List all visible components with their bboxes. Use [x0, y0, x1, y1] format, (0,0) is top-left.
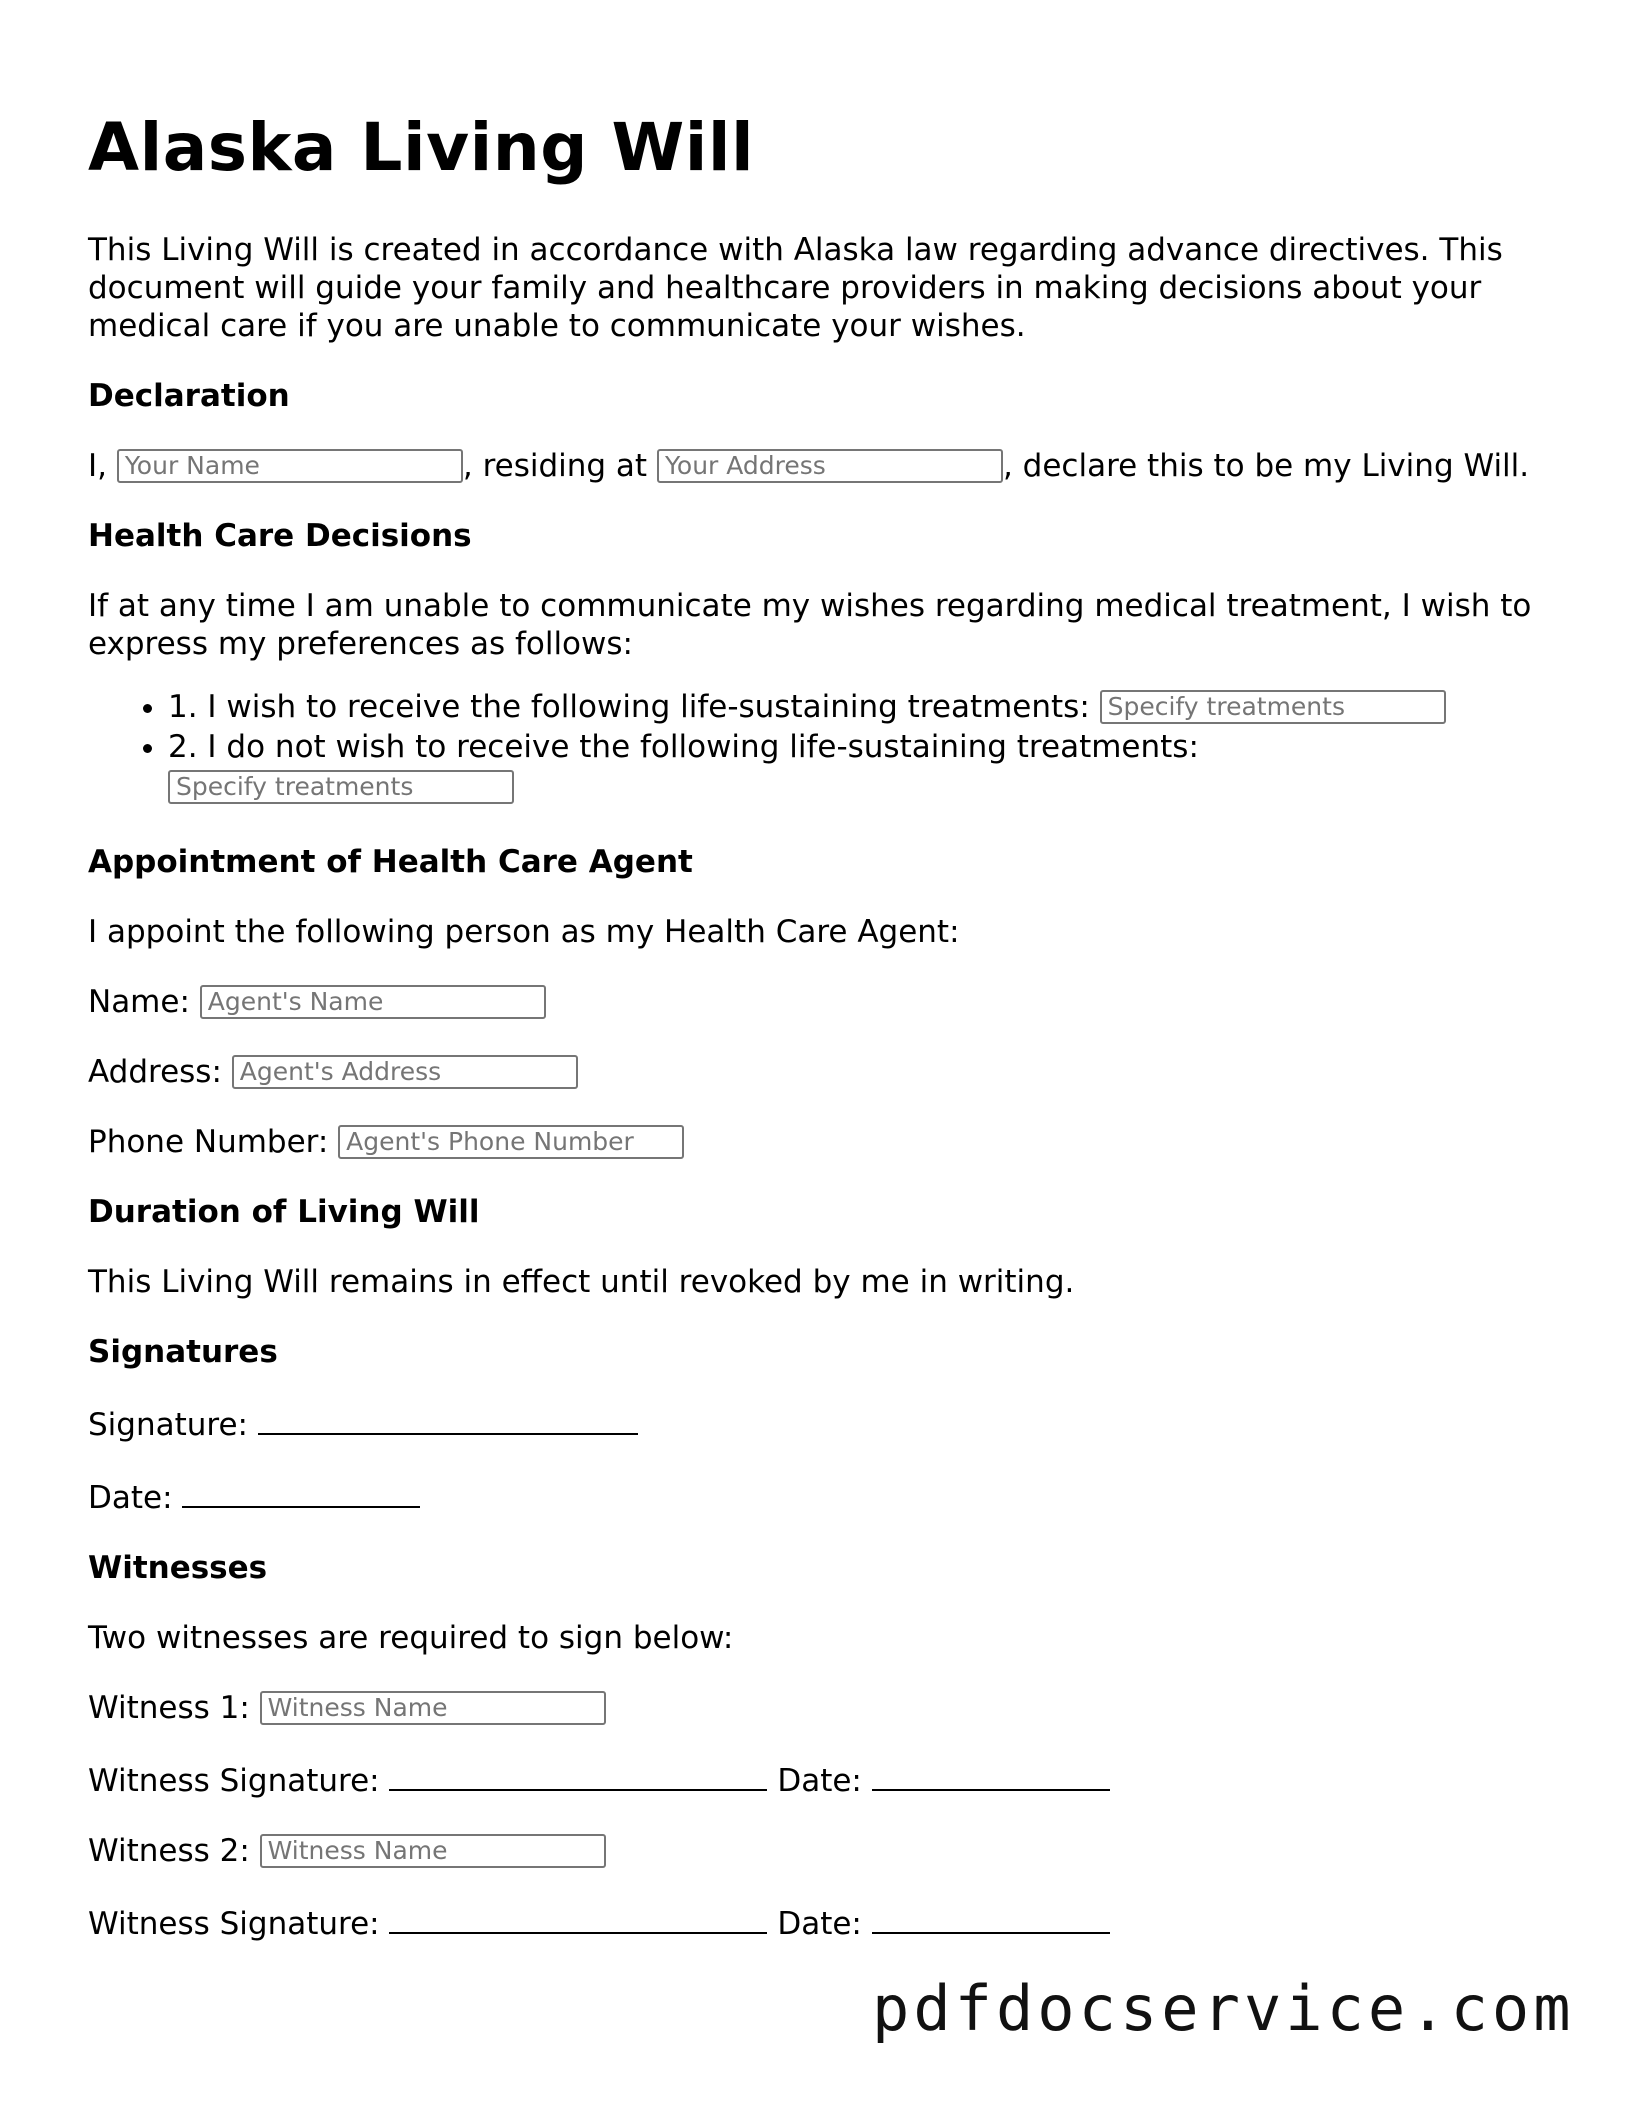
witness-date-label: Date: — [777, 1763, 862, 1800]
agent-address-row — [88, 1053, 1548, 1091]
declaration-heading: Declaration — [88, 378, 290, 415]
page-title: Alaska Living Will — [88, 109, 755, 186]
witness-signature-label: Witness Signature: — [88, 1763, 380, 1800]
treatment-item-label: 2. I do not wish to receive the following life-sustaining treatments: — [168, 729, 1199, 766]
witness1-row — [88, 1689, 1548, 1727]
signatures-heading: Signatures — [88, 1334, 278, 1371]
watermark: pdfdocservice.com — [872, 1972, 1575, 2045]
declaration-suffix: , declare this to be my Living Will. — [1002, 448, 1530, 485]
date-row — [88, 1476, 1548, 1517]
health-care-heading: Health Care Decisions — [88, 518, 472, 555]
signature-label: Signature: — [88, 1407, 248, 1444]
document-page — [88, 108, 1548, 1975]
witnesses-heading: Witnesses — [88, 1550, 268, 1587]
agent-phone-input[interactable]: Agent's Phone Number — [338, 1125, 684, 1159]
duration-paragraph: This Living Will remains in effect until revoked by me in writing. — [88, 1264, 1075, 1301]
list-item — [168, 727, 1548, 807]
declaration-prefix: I, — [88, 448, 107, 485]
witness1-name-input[interactable]: Witness Name — [260, 1691, 606, 1725]
treatment-item-label: 1. I wish to receive the following life-sustaining treatments: — [168, 689, 1090, 726]
agent-phone-row — [88, 1123, 1548, 1161]
agent-heading: Appointment of Health Care Agent — [88, 844, 693, 881]
agent-phone-label: Phone Number: — [88, 1124, 329, 1161]
treatment-list — [88, 687, 1548, 807]
declaration-middle: , residing at — [462, 448, 648, 485]
signature-line[interactable] — [258, 1403, 638, 1435]
witness2-signature-line[interactable] — [389, 1902, 767, 1934]
agent-name-label: Name: — [88, 984, 190, 1021]
witness-date-label: Date: — [777, 1906, 862, 1943]
witness2-label: Witness 2: — [88, 1833, 250, 1870]
receive-treatments-input[interactable]: Specify treatments — [1100, 690, 1446, 724]
agent-address-label: Address: — [88, 1054, 222, 1091]
date-label: Date: — [88, 1480, 173, 1517]
list-item — [168, 687, 1548, 727]
agent-address-input[interactable]: Agent's Address — [232, 1055, 578, 1089]
witness2-date-line[interactable] — [872, 1902, 1110, 1934]
your-address-input[interactable]: Your Address — [657, 449, 1003, 483]
witnesses-paragraph: Two witnesses are required to sign below: — [88, 1620, 734, 1657]
witness2-name-input[interactable]: Witness Name — [260, 1834, 606, 1868]
witness1-signature-row — [88, 1759, 1548, 1800]
intro-paragraph: This Living Will is created in accordance with Alaska law regarding advance directives. This document will guide your family and healthcare providers in making decisions about your medical care if you are unable to communicate your wishes. — [88, 232, 1503, 345]
agent-paragraph: I appoint the following person as my Health Care Agent: — [88, 914, 960, 951]
witness-signature-label: Witness Signature: — [88, 1906, 380, 1943]
witness2-row — [88, 1832, 1548, 1870]
your-name-input[interactable]: Your Name — [117, 449, 463, 483]
witness1-date-line[interactable] — [872, 1759, 1110, 1791]
witness2-signature-row — [88, 1902, 1548, 1943]
witness1-signature-line[interactable] — [389, 1759, 767, 1791]
declaration-paragraph — [88, 447, 1548, 485]
witness1-label: Witness 1: — [88, 1690, 250, 1727]
signature-row — [88, 1403, 1548, 1444]
refuse-treatments-input[interactable]: Specify treatments — [168, 770, 514, 804]
agent-name-row — [88, 983, 1548, 1021]
agent-name-input[interactable]: Agent's Name — [200, 985, 546, 1019]
duration-heading: Duration of Living Will — [88, 1194, 480, 1231]
date-line[interactable] — [182, 1476, 420, 1508]
health-care-paragraph: If at any time I am unable to communicate my wishes regarding medical treatment, I wish to express my preferences as follows: — [88, 588, 1532, 663]
